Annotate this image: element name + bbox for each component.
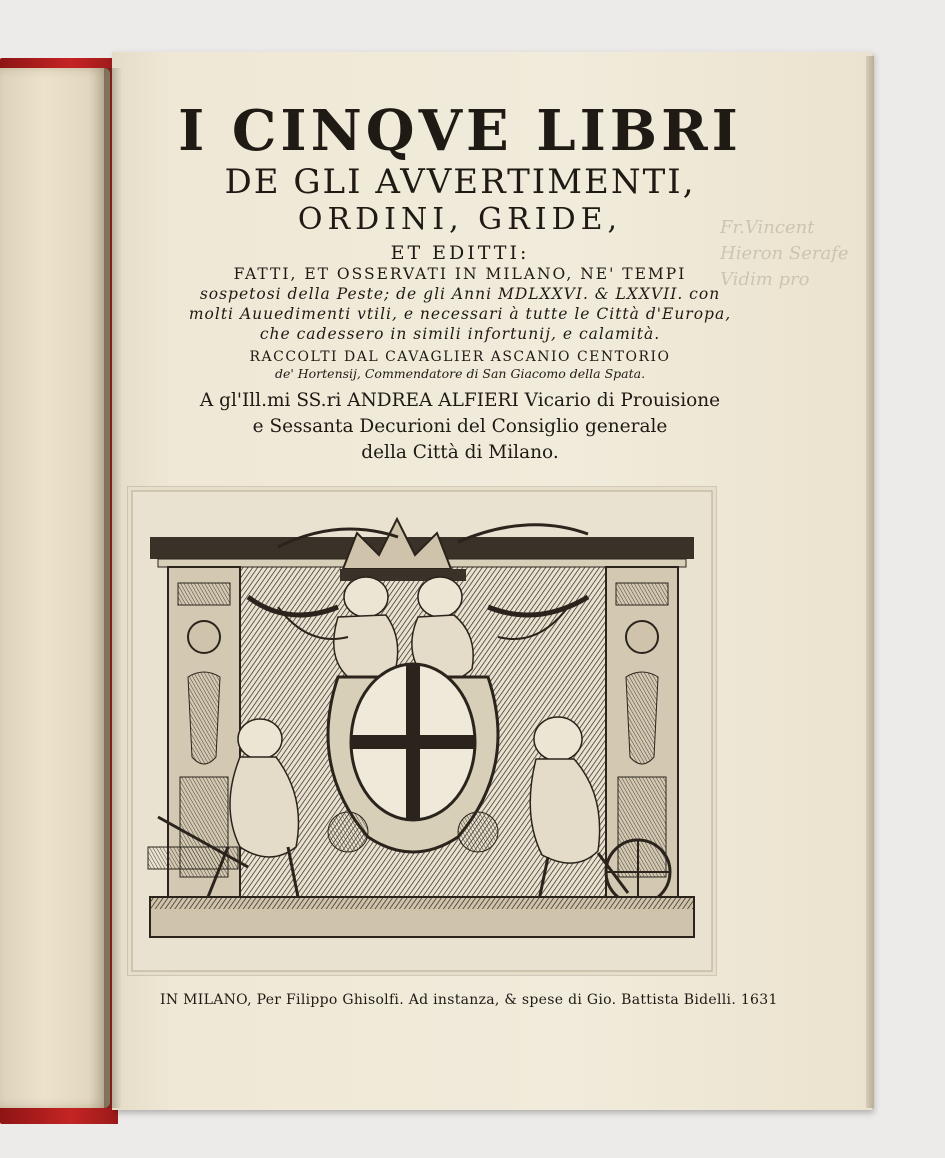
subtitle-line-3: molti Auuedimenti vtili, e necessari à tutte le Città d'Europa,	[188, 305, 732, 323]
compiler-line: RACCOLTI DAL CAVAGLIER ASCANIO CENTORIO	[249, 349, 671, 365]
subtitle-line-2: sospetosi della Peste; de gli Anni MDLXXVI. & LXXVII. con	[199, 285, 721, 303]
main-title: I CINQVE LIBRI	[178, 98, 742, 164]
spine-shadow	[104, 68, 122, 1108]
page-edge	[866, 56, 874, 1108]
imprint-line: IN MILANO, Per Filippo Ghisolfi. Ad instanza, & spese di Gio. Battista Bidelli. 1631	[160, 992, 778, 1008]
dedication-line-3: della Città di Milano.	[361, 442, 559, 463]
title-line-3: ORDINI, GRIDE,	[297, 202, 623, 237]
show-through-line: Vidim pro	[720, 269, 810, 290]
left-page	[0, 68, 110, 1108]
subtitle-line-4: che cadessero in simili infortunij, e calamità.	[259, 325, 661, 343]
title-block	[150, 100, 770, 466]
show-through-line: Fr.Vincent	[720, 217, 815, 238]
compiler-title-line: de' Hortensij, Commendatore di San Giacomo della Spata.	[274, 366, 646, 381]
engraved-coat-of-arms	[128, 487, 716, 975]
engraving-illustration	[128, 487, 716, 975]
dedication-line-1: A gl'Ill.mi SS.ri ANDREA ALFIERI Vicario di Prouisione	[199, 390, 721, 411]
title-line-4: ET EDITTI:	[390, 242, 530, 264]
title-line-2: DE GLI AVVERTIMENTI,	[224, 162, 696, 202]
subtitle-line-1: FATTI, ET OSSERVATI IN MILANO, NE' TEMPI	[233, 265, 687, 283]
dedication-line-2: e Sessanta Decurioni del Consiglio generale	[252, 416, 668, 437]
show-through-line: Hieron Serafe	[720, 243, 849, 264]
